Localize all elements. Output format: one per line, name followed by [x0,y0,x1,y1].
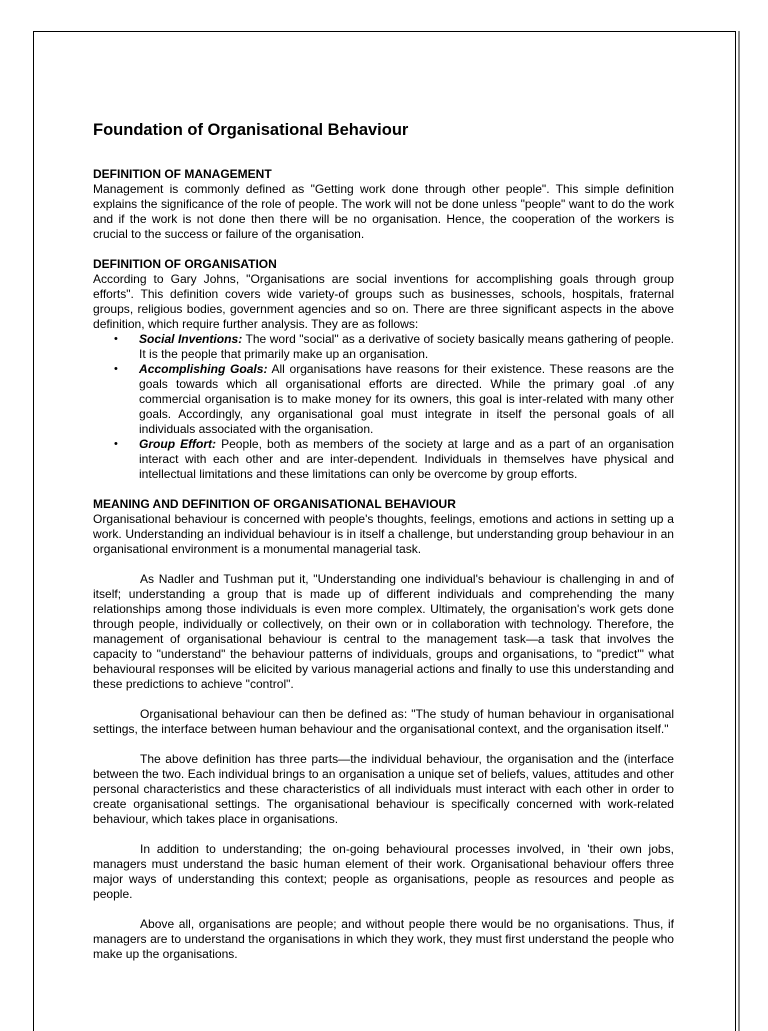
ob-intro-paragraph: Organisational behaviour is concerned with people's thoughts, feelings, emotions and actions in setting up a work. Understanding an individual behaviour is in itself a challenge, but understanding group behaviour in an organisational environment is a monumental managerial task. [93,512,674,556]
list-item [93,332,674,362]
section-heading-organisation: DEFINITION OF ORGANISATION [93,257,277,271]
list-item-text: People, both as members of the society at large and as a part of an organisation interact with each other and are inter-dependent. Individuals in themselves have physical and intellectual limitations and these limitations can only be overcome by group efforts. [139,437,674,481]
bullet-icon: • [114,438,118,450]
body-paragraph: Organisational behaviour can then be defined as: "The study of human behaviour in organisational settings, the interface between human behaviour and the organisational context, and the organisation itself." [93,707,674,736]
organisation-intro-paragraph: According to Gary Johns, "Organisations are social inventions for accomplishing goals through group efforts". This definition covers wide variety-of groups such as businesses, schools, hospitals, fraternal groups, religious bodies, government agencies and so on. There are three significant aspects in the above definition, which require further analysis. They are as follows: [93,272,674,331]
list-item-term: Group Effort: [139,437,217,451]
page-edge-shadow [738,31,740,1031]
section-heading-organisational-behaviour: MEANING AND DEFINITION OF ORGANISATIONAL BEHAVIOUR [93,497,456,511]
body-paragraph: In addition to understanding; the on-going behavioural processes involved, in 'their own jobs, managers must understand the basic human element of their work. Organisational behaviour offers three major ways of understanding this context; people as organisations, people as resources and people as people. [93,842,674,901]
body-paragraph: Above all, organisations are people; and without people there would be no organisations. Thus, if managers are to understand the organisations in which they work, they must first understand the people who make up the organisations. [93,917,674,961]
document-content [93,120,674,962]
list-item [93,362,674,437]
list-item-text: All organisations have reasons for their existence. These reasons are the goals towards which all organisational efforts are directed. While the primary goal .of any commercial organisation is to make money for its owners, this goal is inter-related with many other goals. Accordingly, any organisational goal must integrate in itself the personal goals of all individuals associated with the organisation. [139,362,674,436]
bullet-icon: • [114,363,118,375]
body-paragraph: As Nadler and Tushman put it, "Understanding one individual's behaviour is challenging in and of itself; understanding a group that is made up of different individuals and comprehending the many relationships among those individuals is even more complex. Ultimately, the organisation's work gets done through people, individually or collectively, on their own or in collaboration with technology. Therefore, the management of organisational behaviour is central to the management task—a task that involves the capacity to "understand" the behaviour patterns of individuals, groups and organisations, to "predict'" what behavioural responses will be elicited by various managerial actions and finally to use this understanding and these predictions to achieve "control". [93,572,674,691]
document-title: Foundation of Organisational Behaviour [93,121,409,139]
list-item-term: Accomplishing Goals: [139,362,268,376]
list-item-text: The word "social" as a derivative of society basically means gathering of people. It is the people that primarily make up an organisation. [139,332,674,361]
list-item [93,437,674,482]
bullet-icon: • [114,333,118,345]
management-definition-paragraph: Management is commonly defined as "Getting work done through other people". This simple definition explains the significance of the role of people. The work will not be done unless "people" want to do the work and if the work is not done then there will be no organisation. Hence, the cooperation of the workers is crucial to the success or failure of the organisation. [93,182,674,241]
list-item-term: Social Inventions: [139,332,243,346]
organisation-aspects-list [93,332,674,482]
section-heading-management: DEFINITION OF MANAGEMENT [93,167,272,181]
body-paragraph: The above definition has three parts—the individual behaviour, the organisation and the (interface between the two. Each individual brings to an organisation a unique set of beliefs, values, attitudes and other personal characteristics and these characteristics of all individuals must interact with each other in order to create organisational settings. The organisational behaviour is specifically concerned with work-related behaviour, which takes place in organisations. [93,752,674,826]
